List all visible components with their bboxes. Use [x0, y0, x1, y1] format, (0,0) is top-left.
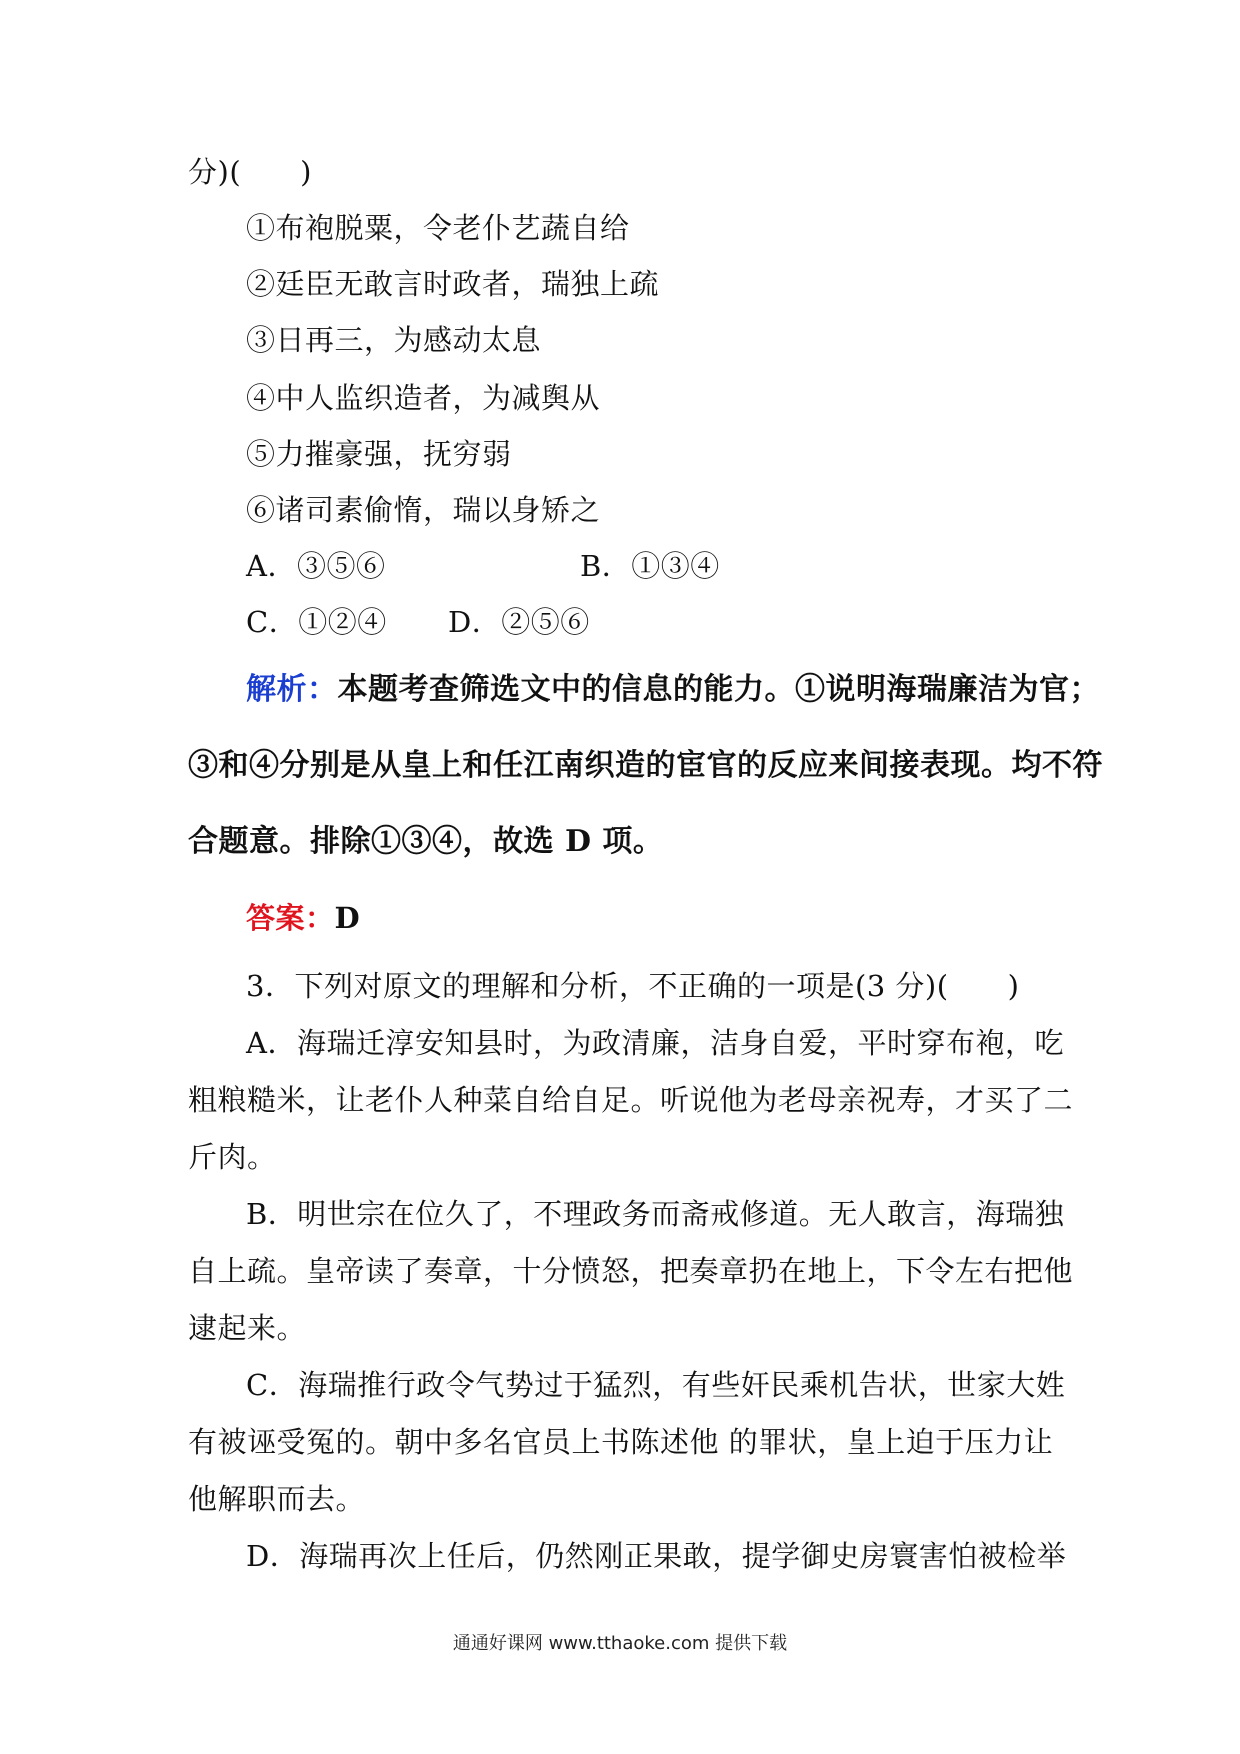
- q3-option-d-line-1: D．海瑞再次上任后，仍然刚正果敢，提学御史房寰害怕被检举: [246, 1539, 1067, 1573]
- item-1: ①布袍脱粟，令老仆艺蔬自给: [246, 211, 630, 245]
- question-tail: 分)( ): [188, 155, 312, 189]
- item-5: ⑤力摧豪强，抚穷弱: [246, 437, 512, 471]
- item-6: ⑥诸司素偷惰，瑞以身矫之: [246, 493, 601, 527]
- q3-option-c-line-2: 有被诬受冤的。朝中多名官员上书陈述他 的罪状，皇上迫于压力让: [188, 1425, 1054, 1459]
- q3-stem: 3．下列对原文的理解和分析，不正确的一项是(3 分)( ): [246, 969, 1020, 1003]
- option-b: B．①③④: [580, 549, 720, 583]
- analysis-line-3: 合题意。排除①③④，故选 D 项。: [188, 824, 664, 859]
- analysis-line-2: ③和④分别是从皇上和任江南织造的宦官的反应来间接表现。均不符: [188, 748, 1103, 783]
- answer-value: D: [334, 901, 361, 935]
- q3-option-a-line-3: 斤肉。: [188, 1140, 277, 1174]
- option-c: C．①②④: [246, 605, 387, 639]
- analysis-label: 解析：: [246, 672, 338, 707]
- item-3: ③日再三，为感动太息: [246, 323, 542, 357]
- q3-option-a-line-1: A．海瑞迁淳安知县时，为政清廉，洁身自爱，平时穿布袍，吃: [246, 1026, 1064, 1060]
- item-2: ②廷臣无敢言时政者，瑞独上疏: [246, 267, 660, 301]
- analysis-line-1: [246, 670, 1100, 710]
- item-4: ④中人监织造者，为减舆从: [246, 381, 601, 415]
- answer-label: 答案：: [246, 901, 335, 935]
- option-d: D．②⑤⑥: [448, 605, 590, 639]
- q3-option-b-line-3: 逮起来。: [188, 1311, 307, 1345]
- q3-option-b-line-1: B．明世宗在位久了，不理政务而斋戒修道。无人敢言，海瑞独: [246, 1197, 1065, 1231]
- q3-option-c-line-1: C．海瑞推行政令气势过于猛烈，有些奸民乘机告状，世家大姓: [246, 1368, 1066, 1402]
- analysis-text-1: 本题考查筛选文中的信息的能力。①说明海瑞廉洁为官；: [337, 672, 1100, 707]
- q3-option-a-line-2: 粗粮糙米，让老仆人种菜自给自足。听说他为老母亲祝寿，才买了二: [188, 1083, 1074, 1117]
- answer-line: [246, 898, 360, 938]
- option-a: A．③⑤⑥: [246, 549, 386, 583]
- q3-option-c-line-3: 他解职而去。: [188, 1482, 366, 1516]
- q3-option-b-line-2: 自上疏。皇帝读了奏章，十分愤怒，把奏章扔在地上，下令左右把他: [188, 1254, 1074, 1288]
- footer-text: 通通好课网 www.tthaoke.com 提供下载: [452, 1633, 788, 1654]
